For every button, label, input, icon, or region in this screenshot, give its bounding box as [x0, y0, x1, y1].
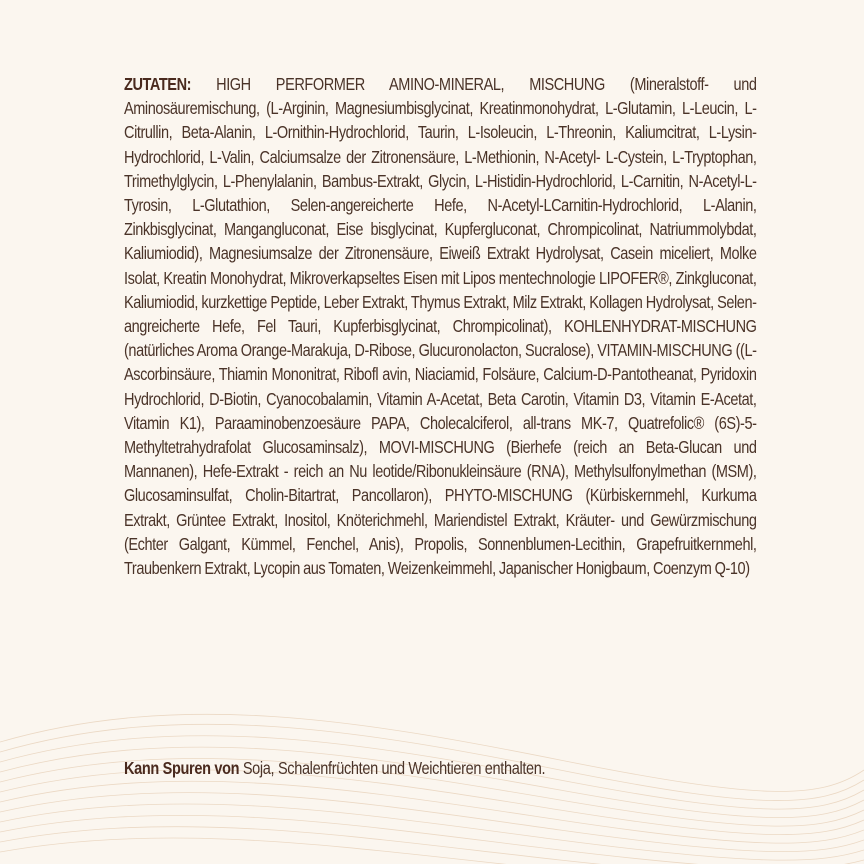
- label-text-block: [124, 72, 757, 778]
- ingredients-label: ZUTATEN:: [124, 74, 192, 94]
- ingredients-text: HIGH PERFORMER AMINO-MINERAL, MISCHUNG (Mineralstoff- und Aminosäuremischung, (L-Arginin, Magnesiumbisglycinat, Kreatinmonohydrat, L-Glutamin, L-Leucin, L-Citrullin, Beta-Alanin, L-Ornithin-Hydrochlorid, Taurin, L-Isoleucin, L-Threonin, Kaliumcitrat, L-Lysin- Hydrochlorid, L-Valin, Calciumsalze der Zitronensäure, L-Methionin, N-Acetyl- L-Cystein, L-Tryptophan, Trimethylglycin, L-Phenylalanin, Bambus-Extrakt, Glycin, L-Histidin-Hydrochlorid, L-Carnitin, N-Acetyl-L-Tyrosin, L-Glutathion, Selen-angereicherte Hefe, N-Acetyl-LCarnitin-Hydrochlorid, L-Alanin, Zinkbisglycinat, Mangangluconat, Eise bisglycinat, Kupfergluconat, Chrompicolinat, Natriummolybdat, Kaliumiodid), Magnesiumsalze der Zitronensäure, Eiweiß Extrakt Hydrolysat, Casein miceliert, Molke Isolat, Kreatin Monohydrat, Mikroverkapseltes Eisen mit Lipos mentechnologie LIPOFER®, Zinkgluconat, Kaliumiodid, kurzkettige Peptide, Leber Extrakt, Thymus Extrakt, Milz Extrakt, Kollagen Hydrolysat, Selen-angreicherte Hefe, Fel Tauri, Kupferbisglycinat, Chrompicolinat), KOHLENHYDRAT-MISCHUNG (natürliches Aroma Orange-Marakuja, D-Ribose, Glucuronolacton, Sucralose), VITAMIN-MISCHUNG ((L-Ascorbinsäure, Thiamin Mononitrat, Ribofl avin, Niaciamid, Folsäure, Calcium-D-Pantotheanat, Pyridoxin Hydrochlorid, D-Biotin, Cyanocobalamin, Vitamin A-Acetat, Beta Carotin, Vitamin D3, Vitamin E-Acetat, Vitamin K1), Paraaminobenzoesäure PAPA, Cholecalciferol, all-trans MK-7, Quatrefolic® (6S)-5-Methyltetrahydrafolat Glucosaminsalz), MOVI-MISCHUNG (Bierhefe (reich an Beta-Glucan und Mannanen), Hefe-Extrakt - reich an Nu leotide/Ribonukleinsäure (RNA), Methylsulfonylmethan (MSM), Glucosaminsulfat, Cholin-Bitartrat, Pancollaron), PHYTO-MISCHUNG (Kürbiskernmehl, Kurkuma Extrakt, Grüntee Extrakt, Inositol, Knöterichmehl, Mariendistel Extrakt, Kräuter- und Gewürzmischung (Echter Galgant, Kümmel, Fenchel, Anis), Propolis, Sonnenblumen-Lecithin, Grapefruitkernmehl, Traubenkern Extrakt, Lycopin aus Tomaten, Weizenkeimmehl, Japanischer Honigbaum, Coenzym Q-10): [124, 74, 757, 579]
- allergen-notice: [124, 756, 545, 780]
- allergen-text: Soja, Schalenfrüchten und Weichtieren enthalten.: [242, 758, 546, 778]
- ingredients-paragraph: [124, 72, 757, 580]
- allergen-label: Kann Spuren von: [124, 758, 240, 778]
